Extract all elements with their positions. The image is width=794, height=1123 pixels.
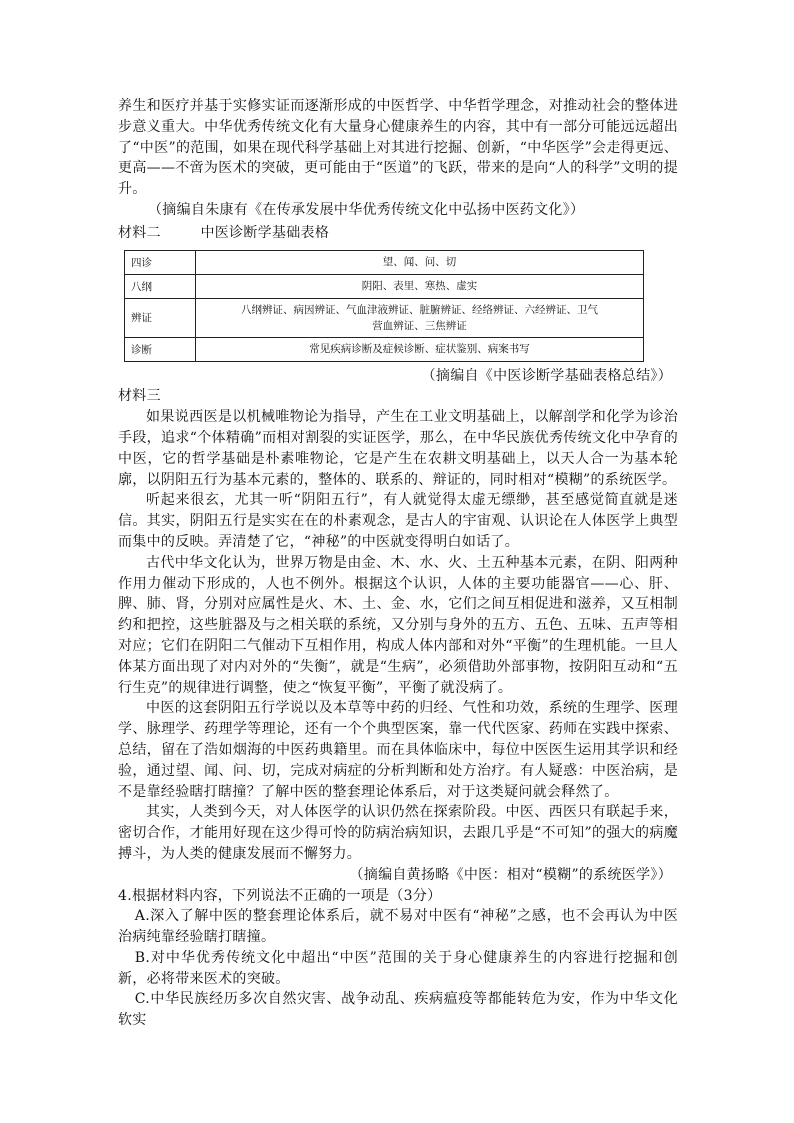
table-cell-value: 八纲辨证、病因辨证、气血津液辨证、脏腑辨证、经络辨证、六经辨证、卫气营血辨证、三焦辨证 (196, 298, 644, 337)
material3-paragraph: 如果说西医是以机械唯物论为指导，产生在工业文明基础上，以解剖学和化学为诊治手段，追求“个体精确”而相对割裂的实证医学，那么，在中华民族优秀传统文化中孕育的中医，它的哲学基础是朴素唯物论，它是产生在农耕文明基础上，以天人合一为基本轮廓，以阴阳五行为基本元素的，整体的、联系的、辩证的，同时相对“模糊”的系统医学。 (118, 409, 678, 488)
material2-source: （摘编自《中医诊断学基础表格总结》） (421, 367, 672, 384)
intro-paragraph: 养生和医疗并基于实修实证而逐渐形成的中医哲学、中华哲学理念，对推动社会的整体进步意义重大。中华优秀传统文化有大量身心健康养生的内容，其中有一部分可能远远超出了“中医”的范围，如果在现代科学基础上对其进行挖掘、创新，“中华医学”会走得更远、更高——不啻为医术的突破，更可能由于“医道”的飞跃，带来的是向“人的科学”文明的提升。 (118, 98, 678, 198)
table-cell-key: 八纲 (125, 274, 196, 298)
material3-paragraph: 古代中华文化认为，世界万物是由金、木、水、火、土五种基本元素，在阴、阳两种作用力催动下形成的，人也不例外。根据这个认识，人体的主要功能器官——心、肝、脾、肺、肾，分别对应属性是火、木、土、金、水，它们之间互相促进和滋养，又互相制约和把控，这些脏器及与之相关联的系统，又分别与身外的五方、五色、五味、五声等相对应；它们在阴阳二气催动下互相作用，构成人体内部和对外“平衡”的生理机能。一旦人体某方面出现了对内对外的“失衡”，就是“生病”，必须借助外部事物，按阴阳互动和“五行生克”的规律进行调整，使之“恢复平衡”，平衡了就没病了。 (118, 554, 678, 696)
table-row (125, 298, 644, 337)
table-cell-key: 诊断 (125, 337, 196, 361)
question4-option-c: C.中华民族经历多次自然灾害、战争动乱、疾病瘟疫等都能转危为安，作为中华文化软实 (118, 991, 678, 1029)
table-row (125, 274, 644, 298)
document-page (118, 96, 678, 1031)
question4-option-a: A.深入了解中医的整套理论体系后，就不易对中医有“神秘”之感，也不会再认为中医治病纯靠经验瞎打瞎撞。 (118, 908, 678, 946)
question4-option-b: B.对中华优秀传统文化中超出“中医”范围的关于身心健康养生的内容进行挖掘和创新，必将带来医术的突破。 (118, 949, 678, 987)
question4-stem: 4.根据材料内容，下列说法不正确的一项是（3分） (118, 887, 442, 904)
material2-title: 中医诊断学基础表格 (200, 224, 330, 241)
table-cell-value: 阴阳、表里、寒热、虚实 (196, 274, 644, 298)
material3-source: （摘编自黄扬略《中医：相对“模糊”的系统医学》） (349, 866, 672, 883)
table-cell-key: 辨证 (125, 298, 196, 337)
material3-paragraph: 其实，人类到今天，对人体医学的认识仍然在探索阶段。中医、西医只有联起手来，密切合作，才能用好现在这少得可怜的防病治病知识，去跟几乎是“不可知”的强大的病魔搏斗，为人类的健康发展而不懈努力。 (118, 804, 678, 862)
table-cell-value: 望、闻、问、切 (196, 250, 644, 274)
intro-source: （摘编自朱康有《在传承发展中华优秀传统文化中弘扬中医药文化》） (148, 201, 585, 218)
table-row (125, 250, 644, 274)
table-cell-key: 四诊 (125, 250, 196, 274)
material3-paragraph: 听起来很玄，尤其一听“阴阳五行”，有人就觉得太虚无缥缈，甚至感觉简直就是迷信。其实，阴阳五行是实实在在的朴素观念，是古人的宇宙观、认识论在人体医学上典型而集中的反映。弄清楚了它，“神秘”的中医就变得明白如话了。 (118, 492, 678, 550)
table-cell-value: 常见疾病诊断及症候诊断、症状鉴别、病案书写 (196, 337, 644, 361)
diagnosis-table (124, 250, 644, 362)
material3-label: 材料三 (118, 388, 161, 405)
material2-heading (118, 223, 678, 244)
table-row (125, 337, 644, 361)
material3-paragraph: 中医的这套阴阳五行学说以及本草等中药的归经、气性和功效，系统的生理学、医理学、脉理学、药理学等理论，还有一个个典型医案，靠一代代医家、药师在实践中探索、总结，留在了浩如烟海的中医药典籍里。而在具体临床中，每位中医医生运用其学识和经验，通过望、闻、问、切，完成对病症的分析判断和处方治疗。有人疑惑：中医治病，是不是靠经验瞎打瞎撞？了解中医的整套理论体系后，对于这类疑问就会释然了。 (118, 700, 678, 800)
material2-label: 材料二 (118, 224, 161, 241)
